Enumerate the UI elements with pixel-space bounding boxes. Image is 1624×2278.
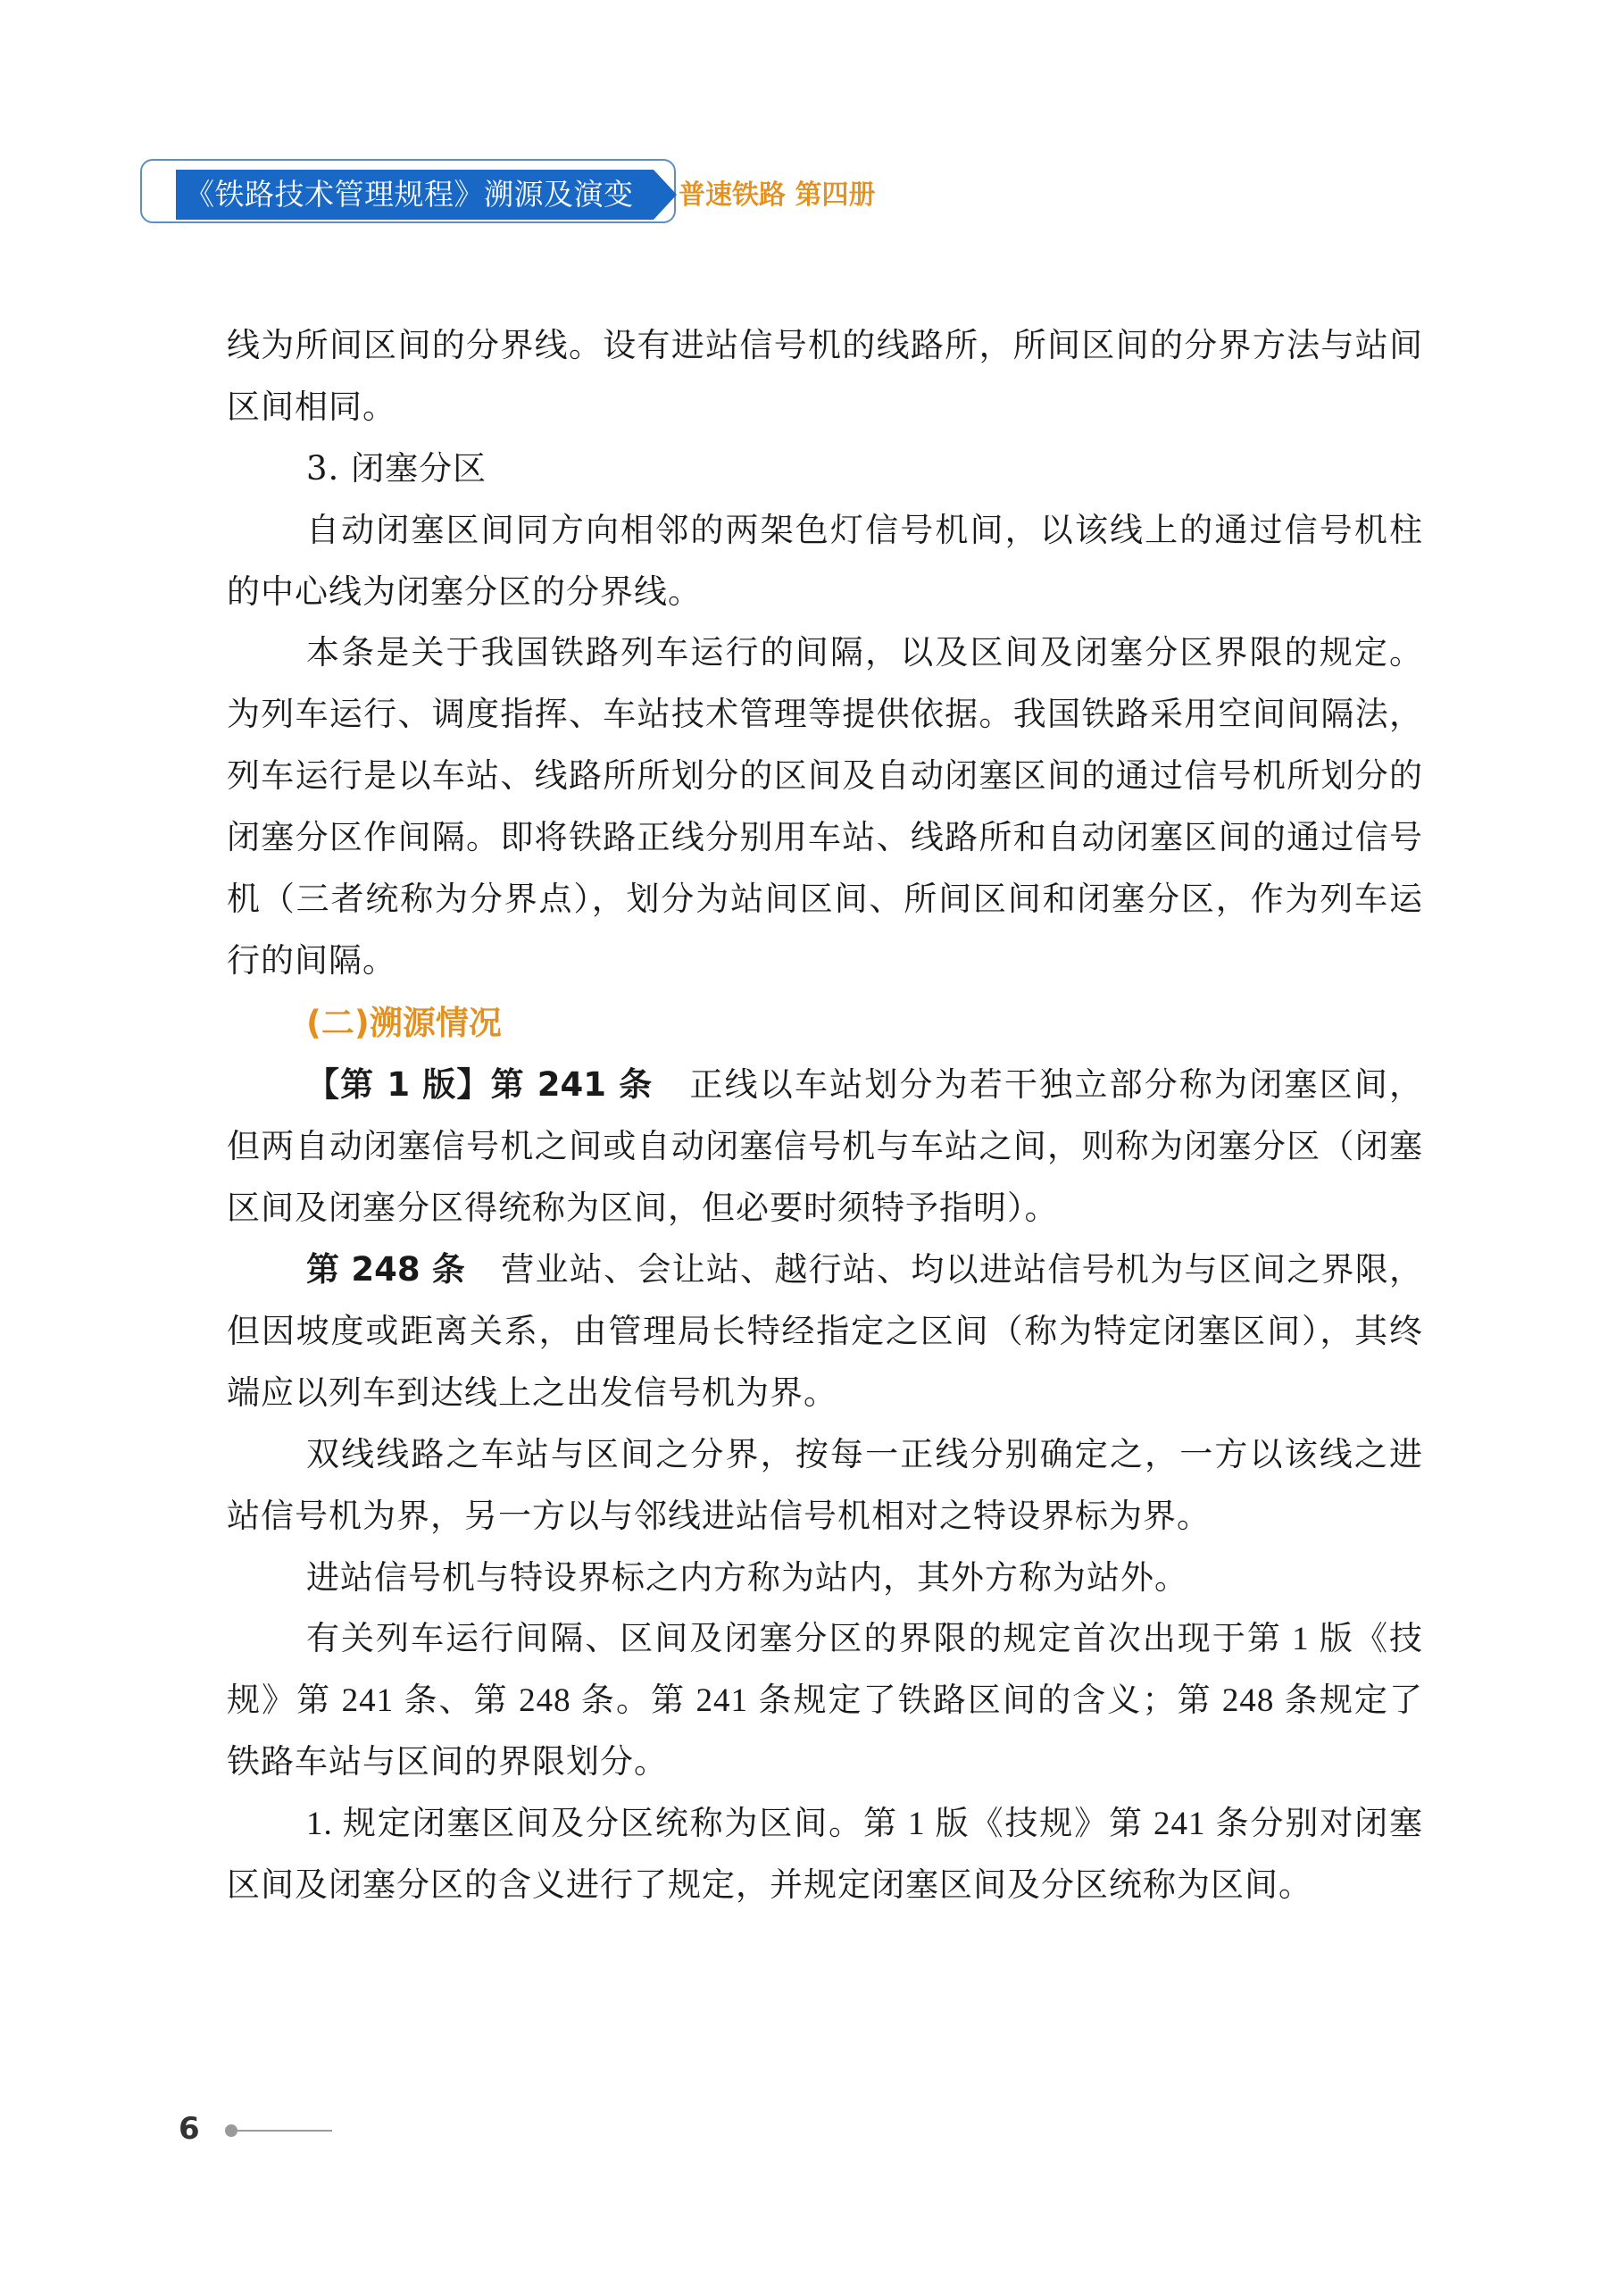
paragraph-7: 双线线路之车站与区间之分界，按每一正线分别确定之，一方以该线之进站信号机为界，另一方以与邻线进站信号机相对之特设界标为界。: [227, 1435, 1423, 1535]
footer-rule: [237, 2130, 332, 2132]
clause-248: [227, 1239, 1423, 1423]
paragraph-4: 本条是关于我国铁路列车运行的间隔，以及区间及闭塞分区界限的规定。为列车运行、调度指挥、车站技术管理等提供依据。我国铁路采用空间间隔法，列车运行是以车站、线路所所划分的区间及自动闭塞区间的通过信号机所划分的闭塞分区作间隔。即将铁路正线分别用车站、线路所和自动闭塞区间的通过信号机（三者统称为分界点），划分为站间区间、所间区间和闭塞分区，作为列车运行的间隔。: [227, 635, 1423, 980]
page-number: 6: [179, 2111, 200, 2147]
clause-241-text: 正线以车站划分为若干独立部分称为闭塞区间，但两自动闭塞信号机之间或自动闭塞信号机与车站之间，则称为闭塞分区（闭塞区间及闭塞分区得统称为区间，但必要时须特予指明）。: [227, 1065, 1423, 1227]
paragraph-2: 3. 闭塞分区: [306, 449, 487, 488]
footer-dot: [225, 2124, 237, 2137]
section-heading: (二)溯源情况: [306, 1004, 502, 1042]
page-body: [227, 314, 1423, 1916]
clause-241-label: 【第 1 版】第 241 条: [306, 1065, 654, 1104]
running-header-subtitle: 普速铁路 第四册: [679, 179, 876, 211]
running-header-title: 《铁路技术管理规程》溯源及演变: [176, 170, 654, 220]
paragraph-8: 进站信号机与特设界标之内方称为站内，其外方称为站外。: [306, 1558, 1188, 1597]
paragraph-3: 自动闭塞区间同方向相邻的两架色灯信号机间，以该线上的通过信号机柱的中心线为闭塞分区的分界线。: [227, 511, 1423, 611]
paragraph-1: 线为所间区间的分界线。设有进站信号机的线路所，所间区间的分界方法与站间区间相同。: [227, 326, 1423, 426]
clause-248-text: 营业站、会让站、越行站、均以进站信号机为与区间之界限，但因坡度或距离关系，由管理局长特经指定之区间（称为特定闭塞区间），其终端应以列车到达线上之出发信号机为界。: [227, 1250, 1423, 1412]
paragraph-9: 有关列车运行间隔、区间及闭塞分区的界限的规定首次出现于第 1 版《技规》第 241 条、第 248 条。第 241 条规定了铁路区间的含义；第 248 条规定了铁路车站与区间的界限划分。: [227, 1621, 1423, 1781]
paragraph-10: 1. 规定闭塞区间及分区统称为区间。第 1 版《技规》第 241 条分别对闭塞区间及闭塞分区的含义进行了规定，并规定闭塞区间及分区统称为区间。: [227, 1806, 1423, 1904]
clause-248-label: 第 248 条: [306, 1250, 466, 1289]
clause-241: [227, 1054, 1423, 1239]
